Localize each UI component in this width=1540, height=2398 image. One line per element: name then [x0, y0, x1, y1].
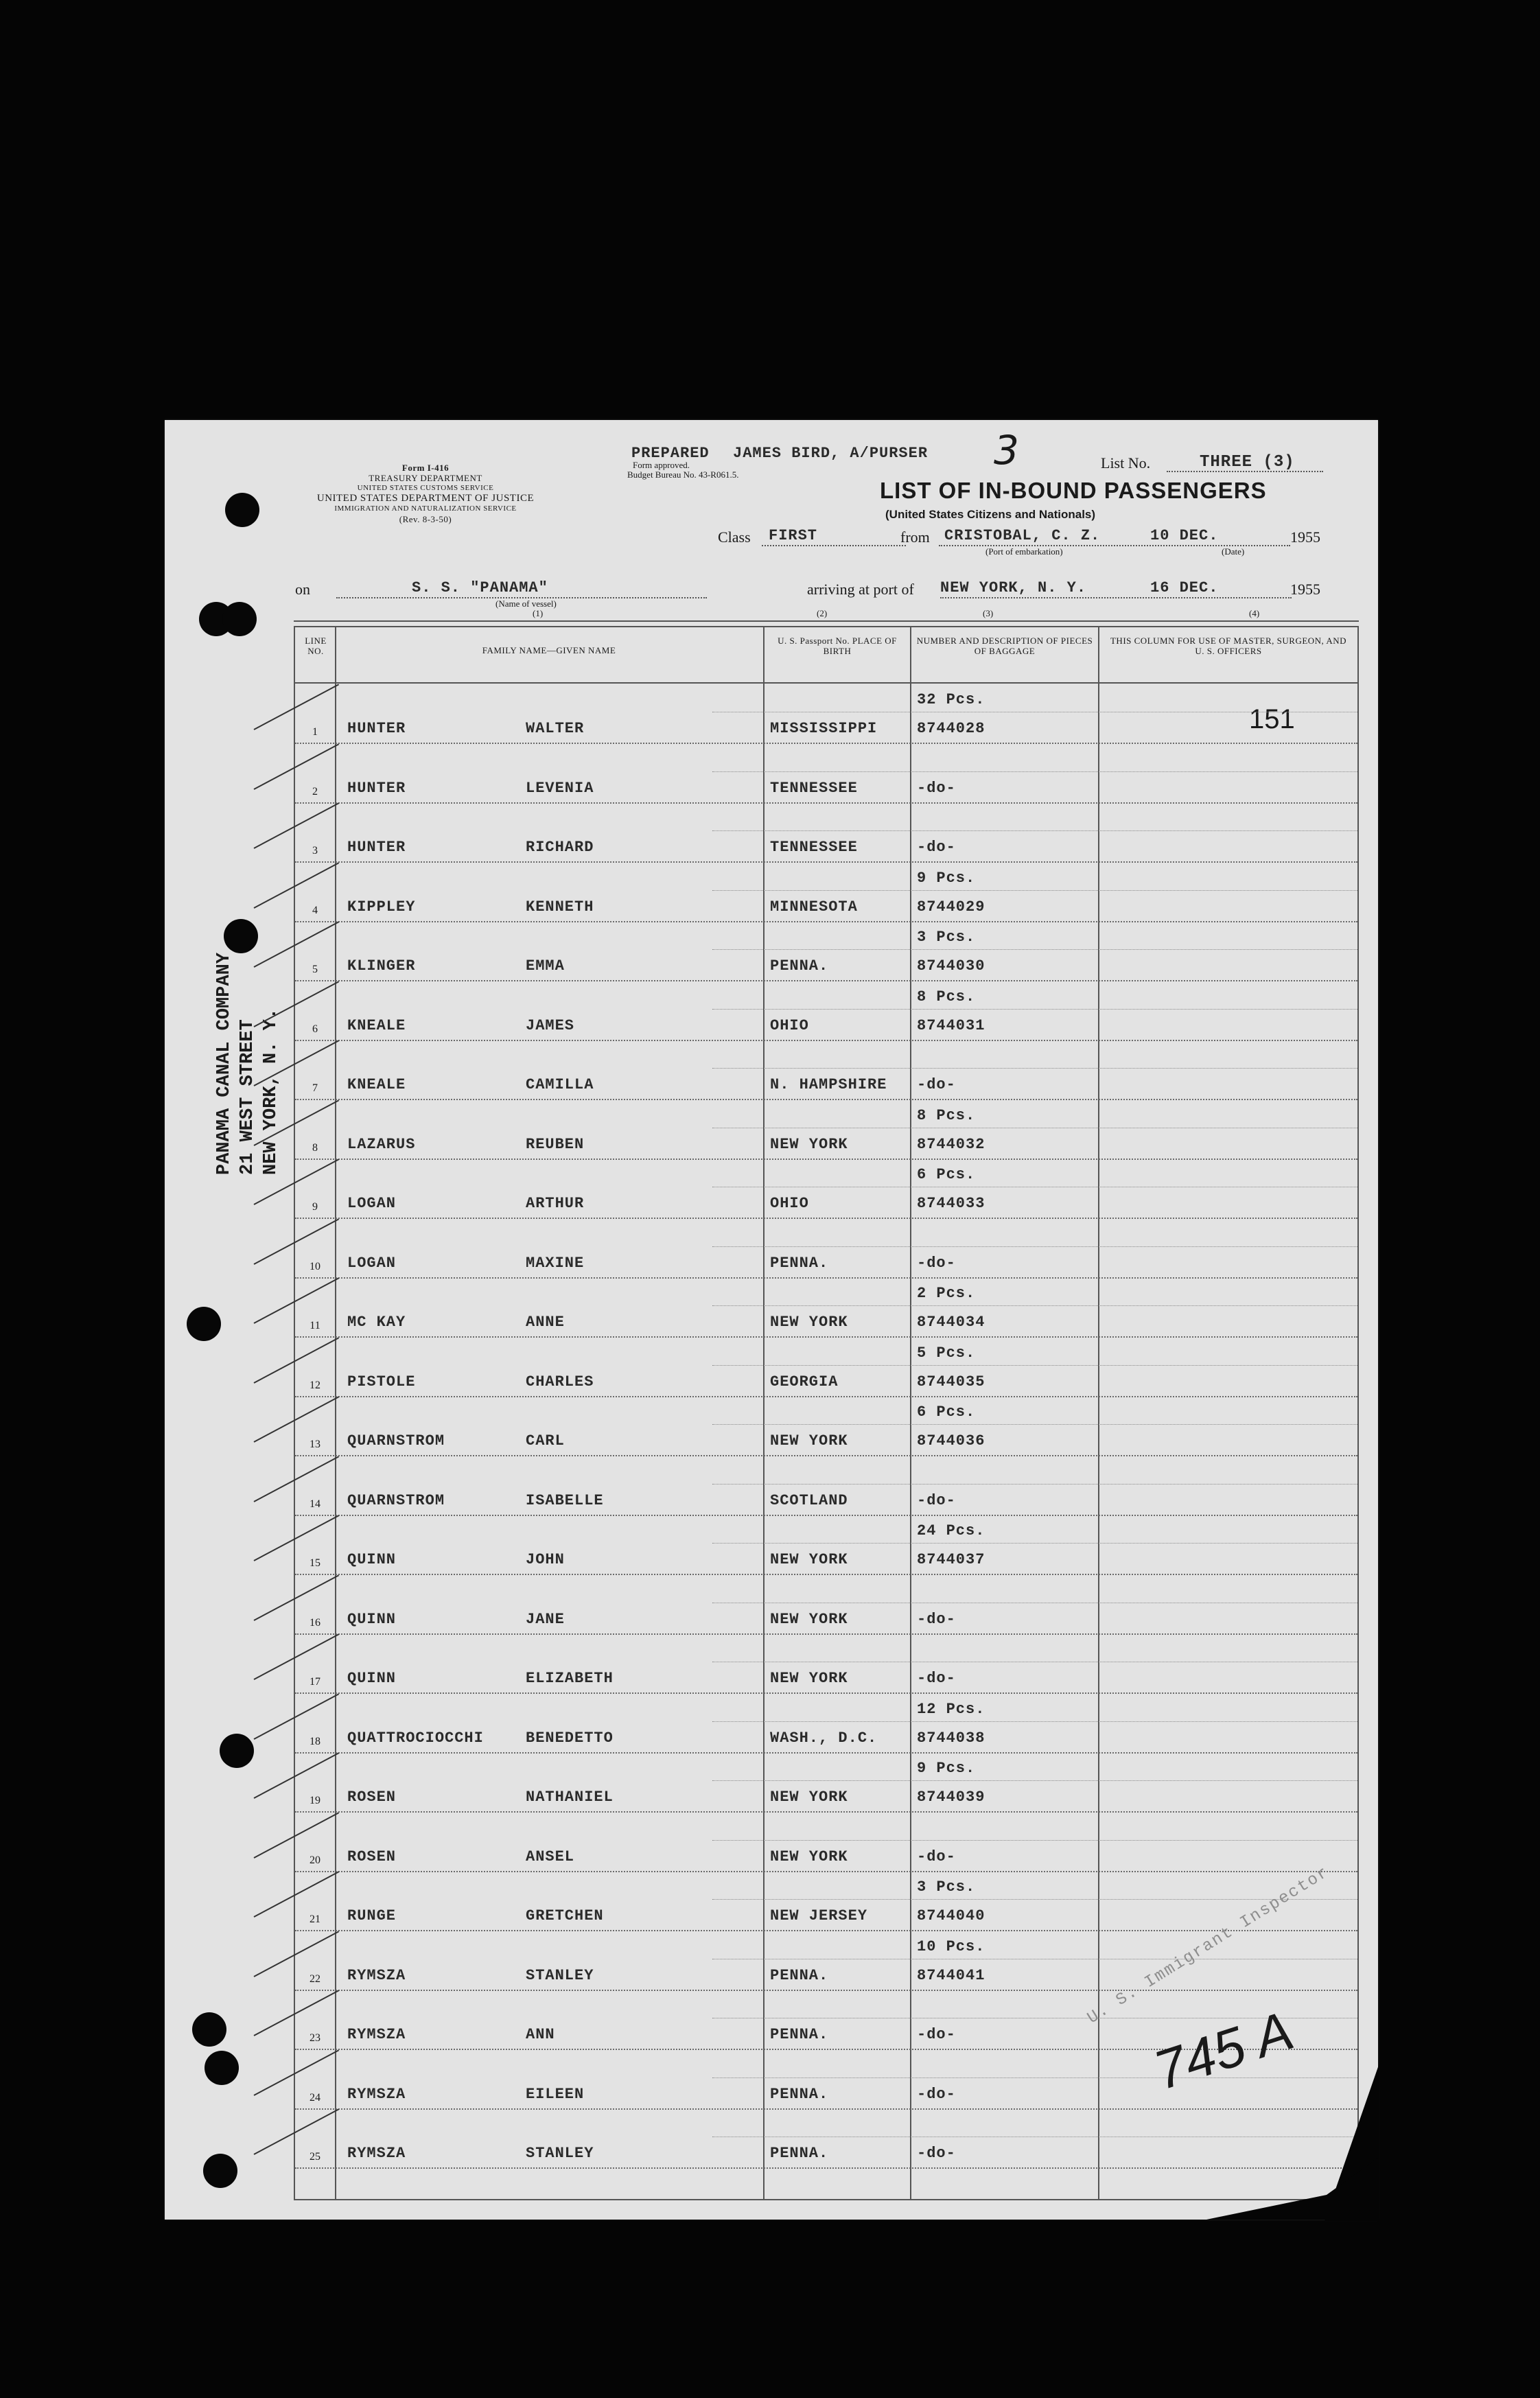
line-number: 19	[310, 1795, 320, 1806]
punch-hole	[192, 2012, 226, 2047]
check-mark	[254, 1931, 340, 1977]
line-number: 21	[310, 1913, 320, 1925]
baggage-number: -do-	[917, 1254, 956, 1272]
row-subrule	[712, 1780, 1357, 1781]
place-of-birth: GEORGIA	[770, 1373, 839, 1390]
baggage-number: 8744036	[917, 1432, 985, 1450]
table-row	[295, 1754, 1357, 1813]
from-year: 1955	[1290, 528, 1320, 546]
place-of-birth: OHIO	[770, 1195, 809, 1212]
punch-hole	[187, 1307, 221, 1341]
col-header-officer: THIS COLUMN FOR USE OF MASTER, SURGEON, AND U. S. OFFICERS	[1110, 636, 1346, 656]
place-of-birth: NEW YORK	[770, 1314, 848, 1331]
col-header-line-no: LINE NO.	[305, 636, 327, 656]
family-name: QUINN	[347, 1670, 397, 1687]
punch-hole	[205, 2051, 239, 2085]
family-name: PISTOLE	[347, 1373, 416, 1390]
baggage-number: 8744035	[917, 1373, 985, 1390]
place-of-birth: PENNA.	[770, 2145, 829, 2162]
baggage-number: 8744038	[917, 1729, 985, 1747]
baggage-pieces: 10 Pcs.	[917, 1937, 985, 1955]
place-of-birth: NEW YORK	[770, 1848, 848, 1865]
table-row	[295, 1101, 1357, 1160]
family-name: LAZARUS	[347, 1135, 416, 1153]
given-name: BENEDETTO	[526, 1729, 614, 1747]
given-name: ELIZABETH	[526, 1670, 614, 1687]
check-mark	[254, 2108, 340, 2154]
line-number: 13	[310, 1439, 320, 1450]
check-mark	[254, 1337, 340, 1383]
table-row	[295, 1160, 1357, 1219]
line-number: 17	[310, 1676, 320, 1688]
table-row	[295, 863, 1357, 922]
given-name: ARTHUR	[526, 1195, 585, 1212]
family-name: RYMSZA	[347, 2085, 406, 2103]
check-mark	[254, 1812, 340, 1858]
punch-hole	[220, 1734, 254, 1768]
line-number: 22	[310, 1972, 320, 1985]
stamp-line-1: PANAMA CANAL COMPANY	[214, 952, 235, 1175]
check-mark	[254, 1752, 340, 1798]
family-name: QUATTROCIOCCHI	[347, 1729, 484, 1747]
line-number: 5	[312, 964, 318, 975]
vessel-name: S. S. "PANAMA"	[412, 579, 548, 596]
given-name: ANN	[526, 2026, 555, 2043]
row-subrule	[712, 1424, 1357, 1425]
family-name: QUARNSTROM	[347, 1491, 445, 1509]
line-number: 2	[312, 785, 318, 798]
baggage-pieces: 24 Pcs.	[917, 1522, 985, 1539]
date-caption: (Date)	[1222, 546, 1245, 557]
place-of-birth: NEW YORK	[770, 1610, 848, 1628]
port-caption: (Port of embarkation)	[985, 546, 1063, 557]
class-value: FIRST	[769, 527, 818, 544]
row-subrule	[712, 1068, 1357, 1069]
baggage-number: -do-	[917, 1610, 956, 1628]
col-header-passport: U. S. Passport No. PLACE OF BIRTH	[778, 636, 897, 656]
family-name: RYMSZA	[347, 2026, 406, 2043]
punch-hole	[225, 493, 259, 527]
check-mark	[254, 1633, 340, 1679]
given-name: MAXINE	[526, 1254, 585, 1272]
given-name: CAMILLA	[526, 1076, 594, 1093]
given-name: EILEEN	[526, 2085, 585, 2103]
baggage-pieces: 12 Pcs.	[917, 1700, 985, 1718]
vessel-col-num: (1)	[533, 608, 544, 618]
signature-mark: 745 A	[1147, 1999, 1300, 2102]
arrival-year: 1955	[1290, 581, 1320, 598]
family-name: QUARNSTROM	[347, 1432, 445, 1450]
check-mark	[254, 1871, 340, 1917]
place-of-birth: OHIO	[770, 1016, 809, 1034]
place-of-birth: TENNESSEE	[770, 839, 858, 856]
baggage-number: 8744037	[917, 1551, 985, 1568]
place-of-birth: MISSISSIPPI	[770, 720, 878, 737]
check-mark	[254, 1515, 340, 1561]
row-subrule	[712, 2077, 1357, 2078]
given-name: ISABELLE	[526, 1491, 604, 1509]
baggage-number: -do-	[917, 839, 956, 856]
baggage-number: 8744030	[917, 957, 985, 975]
list-no-label: List No.	[1101, 454, 1151, 472]
arrival-port: NEW YORK, N. Y.	[940, 579, 1087, 596]
prepared-stamp: PREPARED	[631, 445, 710, 462]
check-mark	[254, 1277, 340, 1323]
col-header-name: FAMILY NAME—GIVEN NAME	[482, 645, 616, 655]
place-of-birth: SCOTLAND	[770, 1491, 848, 1509]
check-mark	[254, 684, 340, 730]
arrival-date: 16 DEC.	[1150, 579, 1219, 596]
col-num-4: (4)	[1249, 608, 1260, 618]
given-name: CHARLES	[526, 1373, 594, 1390]
ins-service: IMMIGRATION AND NATURALIZATION SERVICE	[334, 504, 517, 513]
list-no-value: THREE (3)	[1200, 453, 1295, 472]
row-subrule	[712, 1484, 1357, 1485]
table-row	[295, 1338, 1357, 1397]
baggage-pieces: 9 Pcs.	[917, 869, 976, 887]
baggage-pieces: 3 Pcs.	[917, 929, 976, 946]
line-number: 12	[310, 1379, 320, 1391]
place-of-birth: N. HAMPSHIRE	[770, 1076, 887, 1093]
line-number: 4	[312, 904, 318, 916]
given-name: WALTER	[526, 720, 585, 737]
line-number: 9	[312, 1201, 318, 1213]
form-number: Form I-416	[401, 463, 450, 473]
baggage-pieces: 9 Pcs.	[917, 1760, 976, 1777]
stamp-line-2: 21 WEST STREET	[237, 1019, 258, 1175]
page-subtitle: (United States Citizens and Nationals)	[885, 508, 1096, 521]
form-revision: (Rev. 8-3-50)	[399, 514, 452, 524]
place-of-birth: PENNA.	[770, 2085, 829, 2103]
row-subrule	[712, 771, 1357, 772]
family-name: RYMSZA	[347, 1966, 406, 1984]
from-port: CRISTOBAL, C. Z.	[944, 527, 1101, 544]
officer-note: 151	[1249, 704, 1295, 734]
table-row	[295, 922, 1357, 981]
baggage-pieces: 32 Pcs.	[917, 691, 985, 708]
baggage-number: -do-	[917, 1491, 956, 1509]
treasury-department: TREASURY DEPARTMENT	[369, 473, 482, 483]
table-row	[295, 804, 1357, 863]
baggage-number: -do-	[917, 1670, 956, 1687]
line-number: 6	[312, 1023, 318, 1035]
line-number: 14	[310, 1498, 320, 1510]
given-name: EMMA	[526, 957, 565, 975]
table-row	[295, 1397, 1357, 1456]
family-name: HUNTER	[347, 720, 406, 737]
row-subrule	[712, 830, 1357, 831]
baggage-pieces: 8 Pcs.	[917, 988, 976, 1005]
place-of-birth: NEW JERSEY	[770, 1907, 868, 1924]
place-of-birth: PENNA.	[770, 1966, 829, 1984]
place-of-birth: MINNESOTA	[770, 898, 858, 916]
row-subrule	[712, 1543, 1357, 1544]
check-mark	[254, 1693, 340, 1739]
check-mark	[254, 1574, 340, 1620]
family-name: KNEALE	[347, 1076, 406, 1093]
customs-service: UNITED STATES CUSTOMS SERVICE	[357, 484, 494, 492]
baggage-number: 8744032	[917, 1135, 985, 1153]
table-row	[295, 745, 1357, 804]
col-header-baggage: NUMBER AND DESCRIPTION OF PIECES OF BAGGAGE	[916, 636, 1093, 656]
baggage-number: 8744031	[917, 1016, 985, 1034]
prepared-by: JAMES BIRD, A/PURSER	[733, 445, 929, 462]
line-number: 18	[310, 1735, 320, 1747]
given-name: JAMES	[526, 1016, 575, 1034]
table-row	[295, 1576, 1357, 1635]
from-label: from	[900, 528, 930, 546]
vessel-caption: (Name of vessel)	[495, 598, 557, 609]
baggage-number: 8744034	[917, 1314, 985, 1331]
family-name: HUNTER	[347, 839, 406, 856]
baggage-pieces: 5 Pcs.	[917, 1344, 976, 1362]
family-name: LOGAN	[347, 1195, 397, 1212]
baggage-number: -do-	[917, 2085, 956, 2103]
family-name: QUINN	[347, 1551, 397, 1568]
baggage-number: 8744041	[917, 1966, 985, 1984]
place-of-birth: NEW YORK	[770, 1551, 848, 1568]
check-mark	[254, 862, 340, 908]
col-num-3: (3)	[983, 608, 994, 618]
baggage-pieces: 2 Pcs.	[917, 1285, 976, 1302]
passenger-table	[294, 626, 1359, 2200]
family-name: KIPPLEY	[347, 898, 416, 916]
table-row	[295, 982, 1357, 1041]
check-mark	[254, 2049, 340, 2095]
side-company-stamp	[213, 928, 283, 1175]
baggage-number: -do-	[917, 2145, 956, 2162]
place-of-birth: PENNA.	[770, 1254, 829, 1272]
baggage-number: -do-	[917, 2026, 956, 2043]
form-approved: Form approved.	[633, 460, 690, 470]
baggage-pieces: 3 Pcs.	[917, 1878, 976, 1896]
punch-hole	[203, 2154, 237, 2188]
line-number: 1	[312, 726, 318, 738]
from-date: 10 DEC.	[1150, 527, 1219, 544]
line-number: 24	[310, 2091, 320, 2104]
line-number: 10	[310, 1260, 320, 1272]
punch-hole	[222, 602, 257, 636]
stamp-line-3: NEW YORK, N. Y.	[261, 1008, 281, 1175]
arriving-label: arriving at port of	[807, 581, 914, 598]
baggage-number: 8744033	[917, 1195, 985, 1212]
table-row	[295, 1516, 1357, 1575]
table-row	[295, 2110, 1357, 2169]
line-number: 3	[312, 845, 318, 857]
line-number: 25	[310, 2151, 320, 2163]
col-num-2: (2)	[817, 608, 828, 618]
given-name: RICHARD	[526, 839, 594, 856]
row-subrule	[712, 949, 1357, 950]
baggage-number: 8744028	[917, 720, 985, 737]
row-subrule	[712, 1899, 1357, 1900]
line-number: 20	[310, 1854, 320, 1866]
page-title: LIST OF IN-BOUND PASSENGERS	[880, 478, 1267, 503]
given-name: CARL	[526, 1432, 565, 1450]
family-name: RYMSZA	[347, 2145, 406, 2162]
hand-mark: 3	[994, 427, 1019, 474]
family-name: ROSEN	[347, 1789, 397, 1806]
row-subrule	[712, 890, 1357, 891]
justice-department: UNITED STATES DEPARTMENT OF JUSTICE	[316, 493, 535, 504]
table-row	[295, 685, 1357, 744]
line-number: 8	[312, 1141, 318, 1154]
check-mark	[254, 1456, 340, 1502]
table-row	[295, 1635, 1357, 1694]
given-name: JANE	[526, 1610, 565, 1628]
baggage-number: -do-	[917, 779, 956, 797]
family-name: HUNTER	[347, 779, 406, 797]
given-name: GRETCHEN	[526, 1907, 604, 1924]
family-name: KLINGER	[347, 957, 416, 975]
family-name: LOGAN	[347, 1254, 397, 1272]
table-row	[295, 1813, 1357, 1872]
row-rule	[295, 2167, 1357, 2169]
place-of-birth: NEW YORK	[770, 1789, 848, 1806]
table-row	[295, 1457, 1357, 1516]
baggage-number: -do-	[917, 1076, 956, 1093]
header-rule	[294, 620, 1359, 622]
place-of-birth: NEW YORK	[770, 1135, 848, 1153]
family-name: MC KAY	[347, 1314, 406, 1331]
manifest-sheet	[165, 420, 1378, 2220]
class-line	[762, 545, 906, 546]
given-name: JOHN	[526, 1551, 565, 1568]
budget-bureau: Budget Bureau No. 43-R061.5.	[627, 469, 739, 480]
table-row	[295, 1041, 1357, 1100]
check-mark	[254, 1218, 340, 1264]
family-name: RUNGE	[347, 1907, 397, 1924]
table-row	[295, 1872, 1357, 1931]
baggage-pieces: 6 Pcs.	[917, 1166, 976, 1183]
place-of-birth: PENNA.	[770, 2026, 829, 2043]
column-header-rule	[295, 682, 1357, 684]
given-name: STANLEY	[526, 1966, 594, 1984]
row-subrule	[712, 1009, 1357, 1010]
place-of-birth: WASH., D.C.	[770, 1729, 878, 1747]
line-number: 7	[312, 1082, 318, 1094]
given-name: REUBEN	[526, 1135, 585, 1153]
check-mark	[254, 1396, 340, 1442]
arrival-line	[940, 597, 1292, 598]
family-name: KNEALE	[347, 1016, 406, 1034]
row-subrule	[712, 1305, 1357, 1306]
table-row	[295, 1220, 1357, 1279]
line-number: 16	[310, 1616, 320, 1629]
given-name: NATHANIEL	[526, 1789, 614, 1806]
check-mark	[254, 802, 340, 848]
on-label: on	[295, 581, 310, 598]
row-subrule	[712, 1246, 1357, 1247]
line-number: 11	[310, 1320, 320, 1331]
given-name: STANLEY	[526, 2145, 594, 2162]
given-name: ANSEL	[526, 1848, 575, 1865]
line-number: 15	[310, 1557, 320, 1569]
place-of-birth: NEW YORK	[770, 1432, 848, 1450]
family-name: QUINN	[347, 1610, 397, 1628]
row-subrule	[712, 1365, 1357, 1366]
place-of-birth: NEW YORK	[770, 1670, 848, 1687]
form-department-block	[288, 463, 563, 524]
check-mark	[254, 743, 340, 789]
inspector-stamp: U. S. Immigrant Inspector	[1084, 1863, 1333, 2028]
table-row	[295, 1695, 1357, 1754]
place-of-birth: TENNESSEE	[770, 779, 858, 797]
baggage-number: 8744039	[917, 1789, 985, 1806]
line-number: 23	[310, 2032, 320, 2044]
given-name: LEVENIA	[526, 779, 594, 797]
baggage-pieces: 8 Pcs.	[917, 1106, 976, 1124]
baggage-pieces: 6 Pcs.	[917, 1404, 976, 1421]
row-subrule	[712, 1840, 1357, 1841]
class-label: Class	[718, 528, 751, 546]
given-name: KENNETH	[526, 898, 594, 916]
given-name: ANNE	[526, 1314, 565, 1331]
table-row	[295, 1279, 1357, 1338]
family-name: ROSEN	[347, 1848, 397, 1865]
place-of-birth: PENNA.	[770, 957, 829, 975]
row-subrule	[712, 1721, 1357, 1722]
check-mark	[254, 1990, 340, 2036]
baggage-number: 8744029	[917, 898, 985, 916]
baggage-number: 8744040	[917, 1907, 985, 1924]
baggage-number: -do-	[917, 1848, 956, 1865]
